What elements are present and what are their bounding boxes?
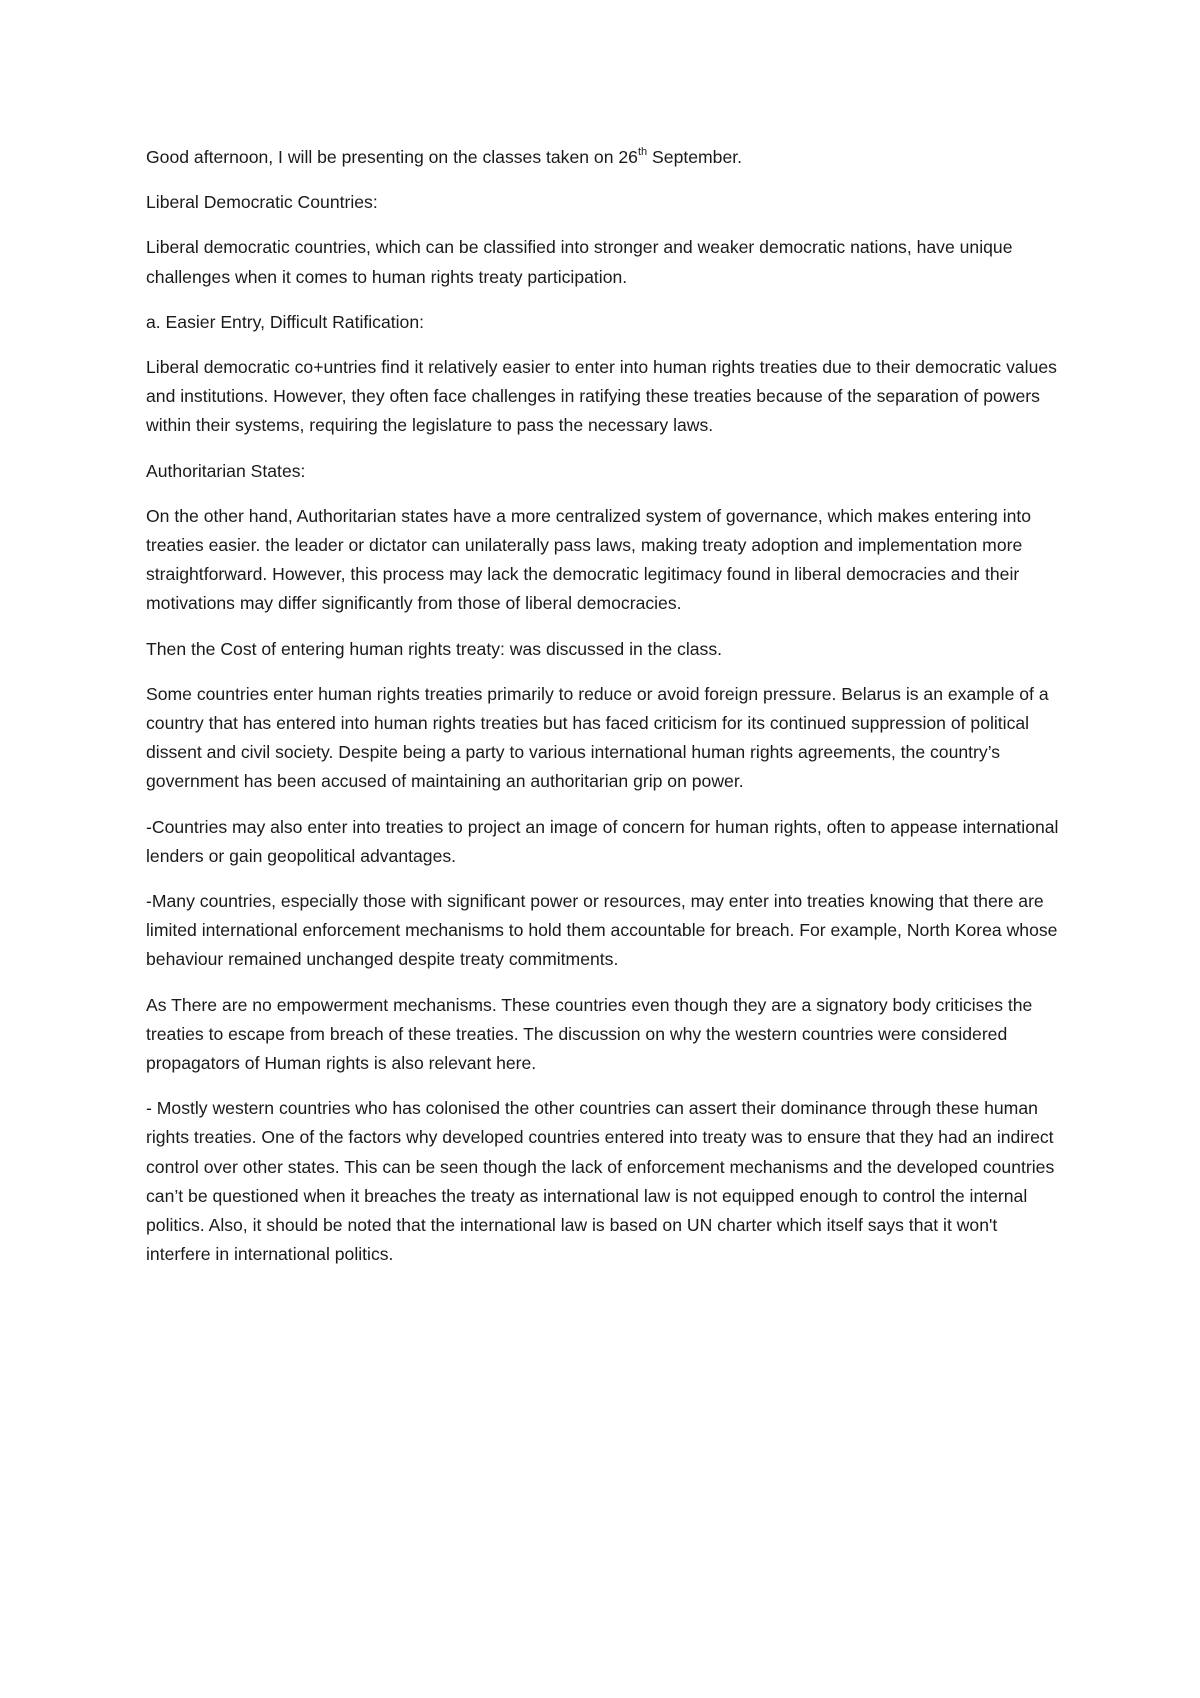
heading-authoritarian-states: Authoritarian States: — [146, 460, 306, 481]
ordinal-suffix: th — [637, 146, 648, 159]
intro-paragraph — [146, 143, 1061, 172]
paragraph-liberal-intro: Liberal democratic countries, which can be classified into stronger and weaker democratic nations, have unique challenges when it comes to human rights treaty participation. — [146, 237, 1013, 287]
intro-text-end: September. — [647, 147, 743, 167]
paragraph-image-of-concern: -Countries may also enter into treaties to project an image of concern for human rights, often to appease international lenders or gain geopolitical advantages. — [146, 816, 1059, 866]
paragraph-limited-enforcement: -Many countries, especially those with significant power or resources, may enter into treaties knowing that there are limited international enforcement mechanisms to hold them accountable for breach. For example, North Korea whose behaviour remained unchanged despite treaty commitments. — [146, 891, 1058, 970]
paragraph-foreign-pressure: Some countries enter human rights treaties primarily to reduce or avoid foreign pressure. Belarus is an example of a country that has entered into human rights treaties but has faced criticism for its continued suppression of political dissent and civil society. Despite being a party to various international human rights agreements, the country’s government has been accused of maintaining an authoritarian grip on power. — [146, 683, 1049, 792]
heading-easier-entry: a. Easier Entry, Difficult Ratification: — [146, 311, 425, 332]
heading-liberal-democratic-countries: Liberal Democratic Countries: — [146, 192, 378, 213]
paragraph-no-empowerment: As There are no empowerment mechanisms. These countries even though they are a signatory body criticises the treaties to escape from breach of these treaties. The discussion on why the western countries were considered propagators of Human rights is also relevant here. — [146, 994, 1033, 1074]
paragraph-cost-of-entering: Then the Cost of entering human rights treaty: was discussed in the class. — [146, 638, 722, 659]
paragraph-easier-entry: Liberal democratic co+untries find it relatively easier to enter into human rights treaties due to their democratic values and institutions. However, they often face challenges in ratifying these treaties because of the separation of powers within their systems, requiring the legislature to pass the necessary laws. — [146, 357, 1057, 436]
intro-text: Good afternoon, I will be presenting on the classes taken on 26 — [146, 147, 638, 167]
paragraph-authoritarian: On the other hand, Authoritarian states have a more centralized system of governance, which makes entering into treaties easier. the leader or dictator can unilaterally pass laws, making treaty adoption and implementation more straightforward. However, this process may lack the democratic legitimacy found in liberal democracies and their motivations may differ significantly from those of liberal democracies. — [146, 505, 1032, 614]
document-page — [146, 143, 1061, 1286]
paragraph-western-dominance: - Mostly western countries who has colonised the other countries can assert their dominance through these human rights treaties. One of the factors why developed countries entered into treaty was to ensure that they had an indirect control over other states. This can be seen though the lack of enforcement mechanisms and the developed countries can’t be questioned when it breaches the treaty as international law is not equipped enough to control the internal politics. Also, it should be noted that the international law is based on UN charter which itself says that it won't interfere in international politics. — [146, 1098, 1055, 1265]
